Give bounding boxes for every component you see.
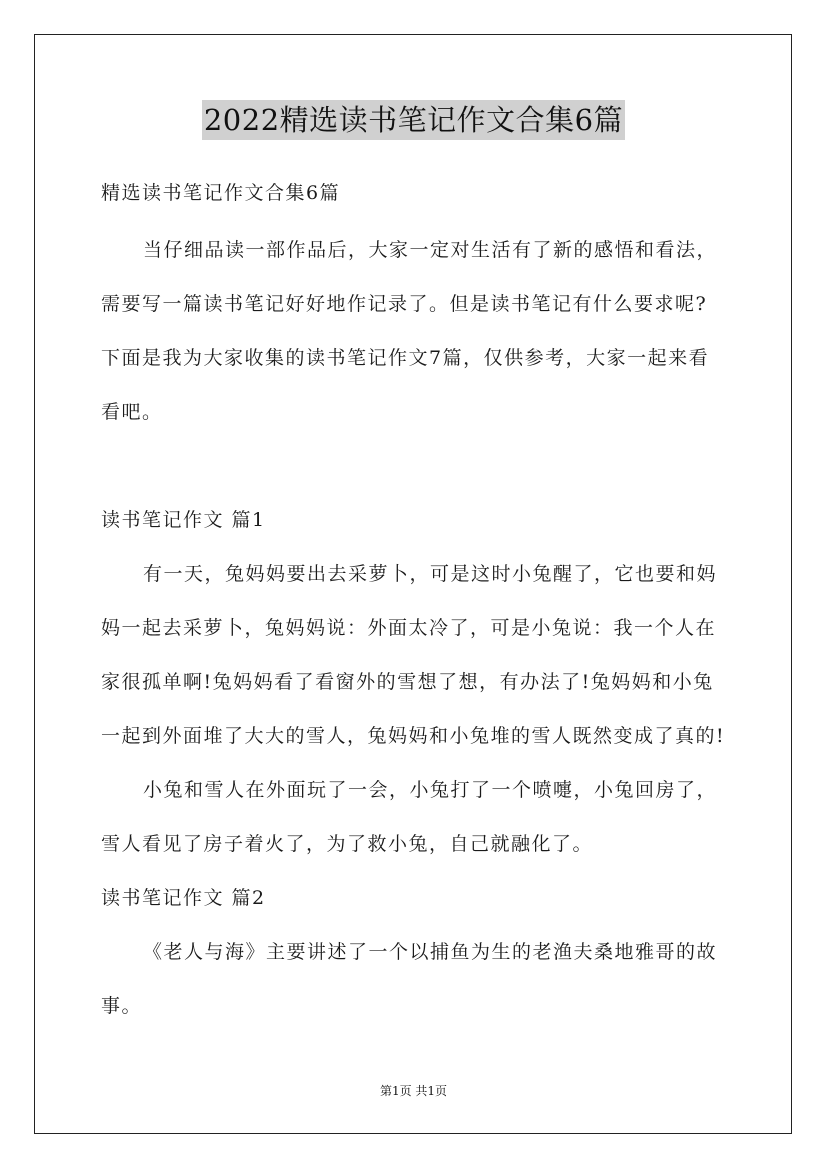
intro-line-4: 看吧。 — [101, 401, 163, 423]
section1-para1-line-1: 有一天，兔妈妈要出去采萝卜，可是这时小兔醒了，它也要和妈 — [143, 563, 718, 585]
document-subtitle: 精选读书笔记作文合集6篇 — [101, 182, 341, 204]
section1-para1-line-2: 妈一起去采萝卜，兔妈妈说：外面太冷了，可是小兔说：我一个人在 — [101, 617, 717, 639]
document-title: 2022精选读书笔记作文合集6篇 — [202, 100, 625, 140]
intro-line-3: 下面是我为大家收集的读书笔记作文7篇，仅供参考，大家一起来看 — [101, 347, 710, 369]
section2-para1-line-1: 《老人与海》主要讲述了一个以捕鱼为生的老渔夫桑地雅哥的故 — [143, 941, 718, 963]
page-footer: 第1页 共1页 — [379, 1084, 448, 1098]
section1-heading: 读书笔记作文 篇1 — [101, 509, 266, 531]
section1-para1-line-4: 一起到外面堆了大大的雪人，兔妈妈和小兔堆的雪人既然变成了真的! — [101, 725, 726, 747]
intro-line-1: 当仔细品读一部作品后，大家一定对生活有了新的感悟和看法， — [143, 239, 718, 261]
section1-para2-line-1: 小兔和雪人在外面玩了一会，小兔打了一个喷嚏，小兔回房了， — [143, 779, 718, 801]
section1-para2-line-2: 雪人看见了房子着火了，为了救小兔，自己就融化了。 — [101, 833, 594, 855]
section1-para1-line-3: 家很孤单啊!兔妈妈看了看窗外的雪想了想，有办法了!兔妈妈和小兔 — [101, 671, 714, 693]
title-container — [0, 100, 827, 140]
section2-heading: 读书笔记作文 篇2 — [101, 887, 266, 909]
section2-para1-line-2: 事。 — [101, 995, 143, 1017]
intro-line-2: 需要写一篇读书笔记好好地作记录了。但是读书笔记有什么要求呢? — [101, 293, 708, 315]
